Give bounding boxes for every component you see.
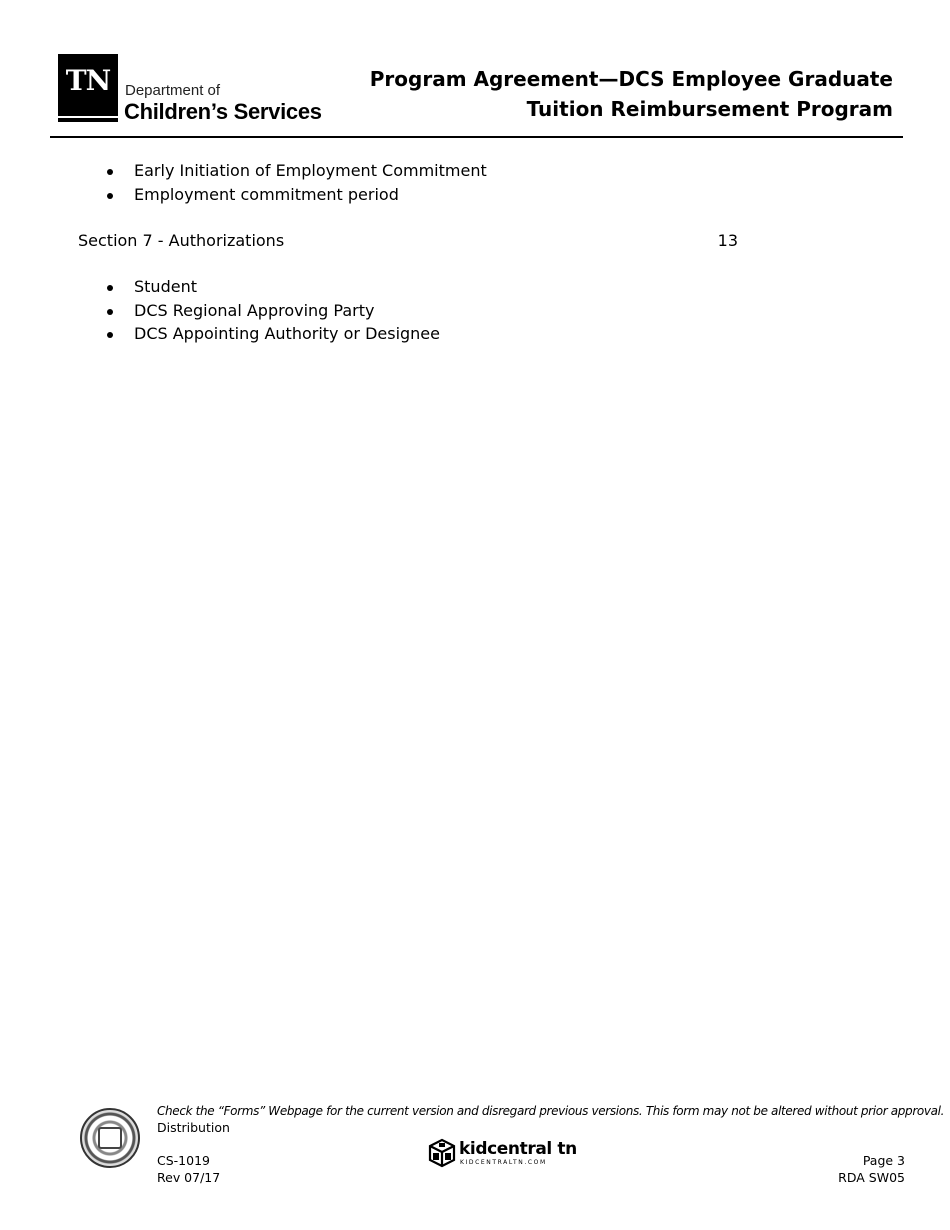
- footer-form-info: [157, 1152, 220, 1186]
- footer-distribution: Distribution: [157, 1120, 230, 1135]
- section-title: Section 7 - Authorizations: [78, 231, 285, 250]
- document-title-line-2: Tuition Reimbursement Program: [526, 97, 893, 121]
- document-title-line-1: Program Agreement—DCS Employee Graduate: [369, 67, 893, 91]
- list-item-text: DCS Regional Approving Party: [134, 300, 375, 320]
- list-item: [104, 275, 440, 299]
- page-number: Page 3: [862, 1153, 905, 1168]
- kidcentral-url: KIDCENTRALTN.COM: [460, 1159, 547, 1166]
- seal-emblem: [98, 1127, 122, 1149]
- bullet-icon: [107, 285, 113, 291]
- list-item: [104, 183, 487, 207]
- retention-code: RDA SW05: [838, 1170, 905, 1185]
- logo-name-line: Children’s Services: [124, 99, 322, 124]
- form-number: CS-1019: [157, 1153, 210, 1168]
- toc-section-row: [78, 229, 738, 253]
- section-page-number: 13: [717, 231, 738, 250]
- logo-mark: TN: [65, 64, 111, 97]
- tennessee-state-seal-icon: [80, 1108, 140, 1168]
- logo-underline: [58, 118, 118, 122]
- list-item-text: Early Initiation of Employment Commitment: [134, 161, 487, 180]
- toc-bullet-list-1: [104, 159, 487, 206]
- bullet-icon: [107, 309, 113, 315]
- footer-forms-note: Check the “Forms” Webpage for the current version and disregard previous versions. This form may not be altered without prior approval.: [157, 1104, 945, 1118]
- kidcentral-logo: [427, 1137, 577, 1169]
- list-item-text: Student: [134, 277, 197, 296]
- list-item: [104, 159, 487, 183]
- list-item: [104, 299, 440, 323]
- toc-bullet-list-2: [104, 275, 440, 346]
- bullet-icon: [107, 169, 113, 175]
- bullet-icon: [107, 332, 113, 338]
- document-title: [353, 64, 893, 124]
- form-revision: Rev 07/17: [157, 1170, 221, 1185]
- dcs-logo: [58, 54, 333, 124]
- tn-logo-box: [58, 54, 118, 116]
- logo-dept-line: Department of: [125, 82, 221, 99]
- list-item: [104, 322, 440, 346]
- kidcentral-name: kidcentral tn: [459, 1139, 577, 1159]
- page-header: [50, 50, 903, 138]
- bullet-icon: [107, 193, 113, 199]
- list-item-text: Employment commitment period: [134, 184, 399, 204]
- footer-page-info: [838, 1152, 905, 1186]
- list-item-text: DCS Appointing Authority or Designee: [134, 324, 440, 343]
- kidcentral-cube-icon: [427, 1138, 457, 1168]
